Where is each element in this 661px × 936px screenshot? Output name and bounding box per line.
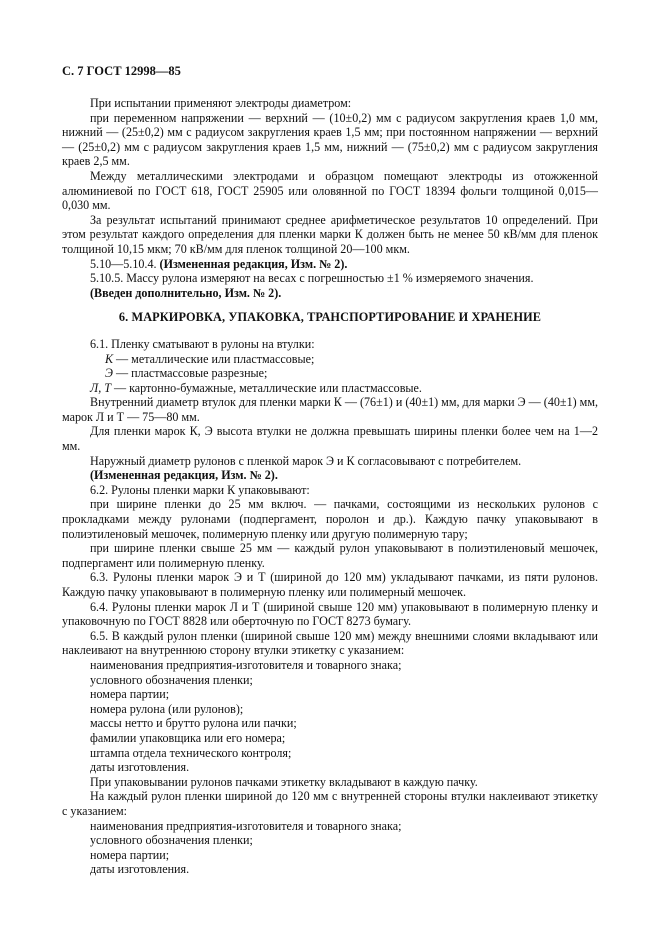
clause-6-1-p3: Наружный диаметр рулонов с пленкой марок Э и К согласовывают с потребителем. — [90, 453, 522, 468]
paragraph — [62, 746, 598, 761]
paragraph-text: даты изготовления. — [90, 862, 190, 877]
paragraph-text: условного обозначения пленки; — [90, 833, 253, 848]
pre-section — [62, 96, 598, 300]
paragraph — [62, 169, 598, 213]
paragraph — [62, 286, 598, 301]
paragraph — [62, 483, 598, 498]
paragraph — [62, 862, 598, 877]
paragraph-text: штампа отдела технического контроля; — [90, 745, 292, 760]
paragraph — [62, 716, 598, 731]
paragraph — [62, 600, 598, 629]
sleeve-k-text: — металлические или пластмассовые; — [113, 351, 315, 366]
paragraph-text: За результат испытаний принимают среднее арифметическое результатов 10 определений. При этом результат каждого определения для пленки марки К должен быть не менее 50 кВ/мм для пленок толщиной 10,15 мкм; 70 кВ/мм для пленок толщиной 20—100 мкм. — [62, 212, 598, 256]
paragraph — [62, 760, 598, 775]
paragraph-text: фамилии упаковщика или его номера; — [90, 730, 286, 745]
paragraph-text: (Введен дополнительно, Изм. № 2). — [90, 285, 282, 300]
paragraph-text: На каждый рулон пленки шириной до 120 мм с внутренней стороны втулки наклеивают этикетку с указанием: — [62, 789, 598, 818]
paragraph-text: 6.2. Рулоны пленки марки К упаковывают: — [90, 482, 310, 497]
amendment-note: (Измененная редакция, Изм. № 2). — [159, 256, 348, 271]
paragraph — [62, 213, 598, 257]
mark-lt: Л, Т — [90, 380, 111, 395]
clause-6-1 — [62, 337, 598, 483]
paragraph-text: 6.3. Рулоны пленки марок Э и Т (шириной до 120 мм) укладывают пачками, из пяти рулонов. Каждую пачку упаковывают в полимерную пленку или полимерный мешочек. — [62, 570, 598, 599]
paragraph — [62, 570, 598, 599]
paragraph — [62, 789, 598, 818]
paragraph-text: при ширине пленки свыше 25 мм — каждый рулон упаковывают в полиэтиленовый мешочек, подпергамент или полимерную пленку. — [62, 541, 598, 570]
paragraph — [62, 257, 598, 272]
paragraph-text: условного обозначения пленки; — [90, 672, 253, 687]
paragraph-text: номера рулона (или рулонов); — [90, 701, 244, 716]
clause-6-1-intro: 6.1. Пленку сматывают в рулоны на втулки: — [90, 336, 315, 351]
paragraph-text: при ширине пленки до 25 мм включ. — пачками, состоящими из нескольких рулонов с прокладками между рулонами (подпергамент, поролон и др.). Каждую пачку упаковывают в полиэтиленовый мешочек, полимерную пленку или другую полимерную тару; — [62, 497, 598, 541]
section-title: 6. МАРКИРОВКА, УПАКОВКА, ТРАНСПОРТИРОВАНИЕ И ХРАНЕНИЕ — [118, 310, 542, 325]
sleeve-e-text: — пластмассовые разрезные; — [112, 366, 268, 381]
paragraph-text: даты изготовления. — [90, 760, 190, 775]
paragraph — [62, 775, 598, 790]
paragraph — [62, 687, 598, 702]
paragraph — [62, 658, 598, 673]
paragraph — [62, 497, 598, 541]
paragraph-text: наименования предприятия-изготовителя и товарного знака; — [90, 657, 402, 672]
paragraph — [62, 848, 598, 863]
clause-6-1-p4: (Измененная редакция, Изм. № 2). — [90, 468, 278, 483]
page-header: С. 7 ГОСТ 12998—85 — [62, 64, 181, 78]
document-body — [62, 96, 598, 877]
paragraph-text: При упаковывании рулонов пачками этикетку вкладывают в каждую пачку. — [90, 774, 478, 789]
paragraph — [62, 819, 598, 834]
paragraph-text: номера партии; — [90, 847, 170, 862]
sleeve-lt — [62, 381, 598, 396]
paragraph-text: 5.10—5.10.4. — [90, 256, 160, 271]
post-section — [62, 483, 598, 877]
paragraph-text: 5.10.5. Массу рулона измеряют на весах с погрешностью ±1 % измеряемого значения. — [90, 271, 534, 286]
paragraph — [62, 541, 598, 570]
sleeve-k — [62, 352, 598, 367]
paragraph-text: номера партии; — [90, 687, 170, 702]
paragraph-text: при переменном напряжении — верхний — (10±0,2) мм с радиусом закругления краев 1,0 мм, нижний — (25±0,2) мм с радиусом закругления краев 1,5 мм; при постоянном напряжении — верхний — (25±0,2) мм с радиусом закругления краев 1,5 мм, нижний — (75±0,2) мм с радиусом закругления краев 2,5 мм. — [62, 110, 598, 169]
clause-6-1-p2: Для пленки марок К, Э высота втулки не должна превышать ширины пленки более чем на 1—2 мм. — [62, 424, 598, 454]
paragraph-text: 6.5. В каждый рулон пленки (шириной свыше 120 мм) между внешними слоями вкладывают или наклеивают на внутреннюю сторону втулки этикетку с указанием: — [62, 628, 598, 658]
sleeve-lt-text: — картонно-бумажные, металлические или пластмассовые. — [110, 380, 422, 395]
paragraph-text: При испытании применяют электроды диаметром: — [90, 96, 352, 110]
paragraph-text: 6.4. Рулоны пленки марок Л и Т (шириной свыше 120 мм) упаковывают в полимерную пленку и упаковочную по ГОСТ 8828 или оберточную по ГОСТ 8273 бумагу. — [62, 599, 598, 629]
mark-e: Э — [105, 366, 113, 381]
paragraph — [62, 271, 598, 286]
paragraph — [62, 673, 598, 688]
paragraph-text: массы нетто и брутто рулона или пачки; — [90, 716, 297, 731]
paragraph — [62, 833, 598, 848]
sleeve-e — [62, 366, 598, 381]
paragraph-text: Между металлическими электродами и образцом помещают электроды из отожженной алюминиевой по ГОСТ 618, ГОСТ 25905 или оловянной по ГОСТ 18394 фольги толщиной 0,015—0,030 мм. — [62, 168, 598, 213]
paragraph — [62, 731, 598, 746]
clause-6-1-p1: Внутренний диаметр втулок для пленки марки К — (76±1) и (40±1) мм, для марки Э — (40±1) мм, марок Л и Т — 75—80 мм. — [62, 395, 598, 424]
mark-k: К — [105, 351, 114, 366]
paragraph-text: наименования предприятия-изготовителя и товарного знака; — [90, 818, 402, 833]
paragraph — [62, 96, 598, 111]
paragraph — [62, 629, 598, 658]
paragraph — [62, 111, 598, 169]
paragraph — [62, 702, 598, 717]
